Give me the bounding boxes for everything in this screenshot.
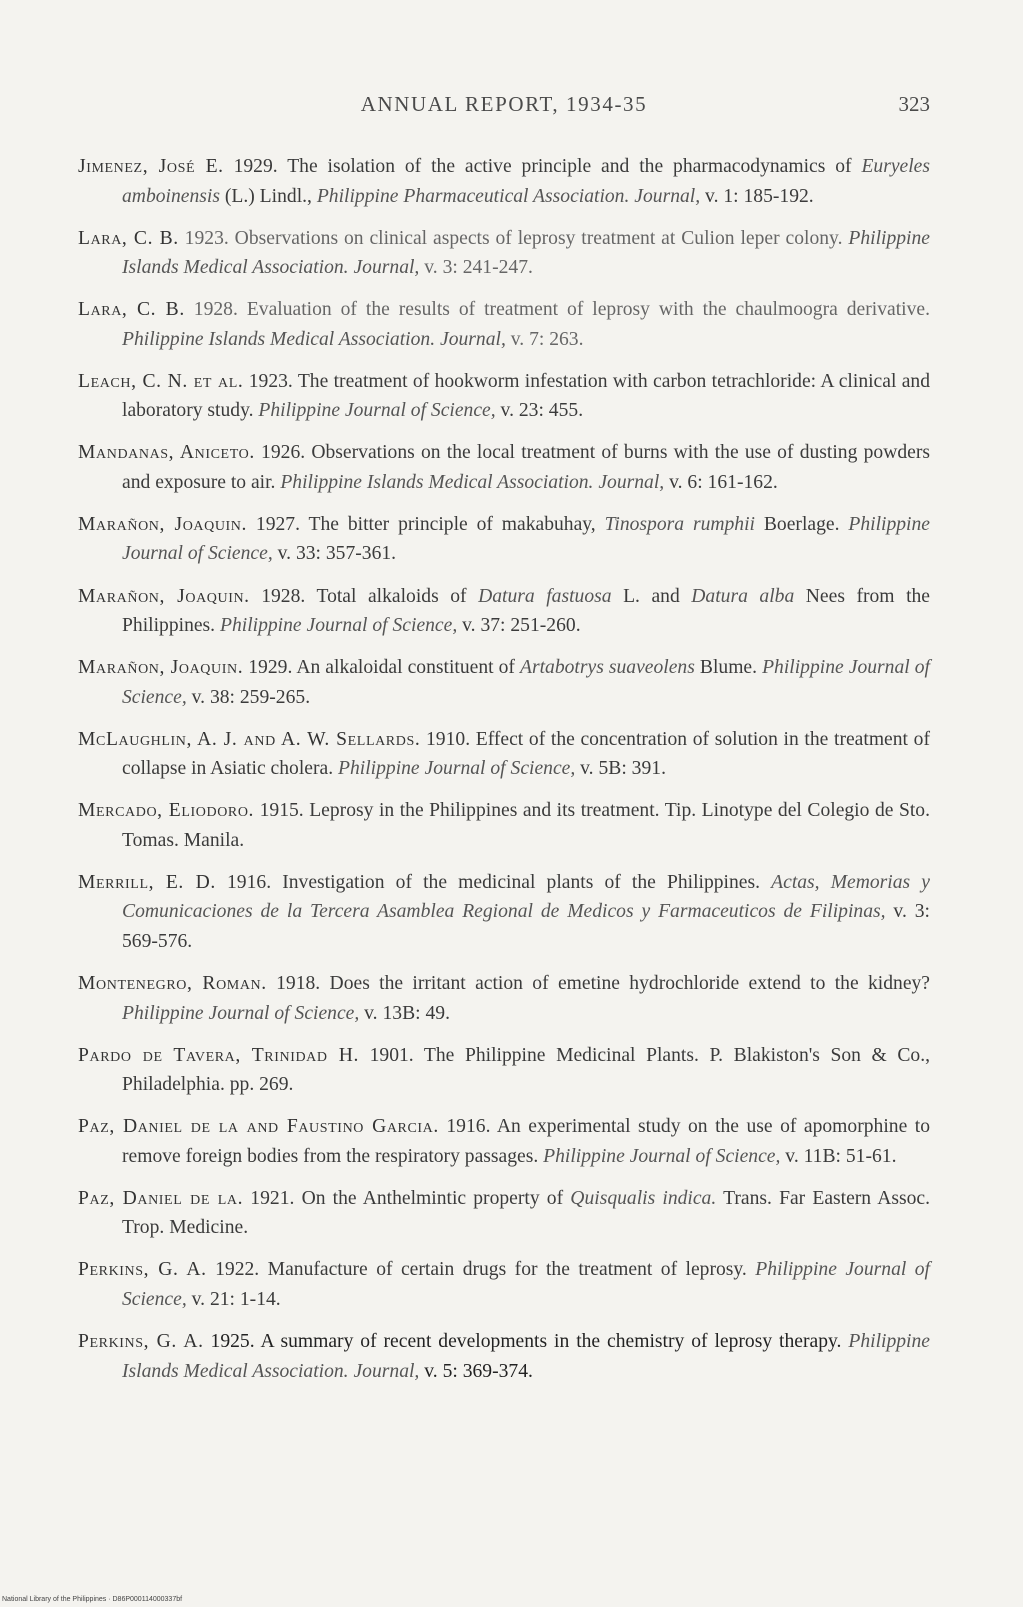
reference-author: Paz, Daniel de la.: [78, 1187, 244, 1209]
reference-entry: [78, 1112, 930, 1171]
reference-year: 1922.: [215, 1259, 260, 1281]
reference-journal: Philippine Journal of Science,: [122, 1259, 930, 1310]
reference-citation: v. 3: 569-576.: [122, 901, 930, 952]
reference-journal: Philippine Journal of Science,: [219, 615, 458, 637]
reference-author: Montenegro, Roman.: [78, 973, 267, 995]
reference-entry: [78, 582, 930, 641]
reference-year: 1929.: [248, 657, 293, 679]
reference-entry: [78, 725, 930, 784]
reference-author: Mandanas, Aniceto.: [78, 442, 255, 464]
reference-author: Marañon, Joaquin.: [78, 657, 244, 679]
reference-entry: [78, 1041, 930, 1100]
reference-citation: v. 38: 259-265.: [186, 686, 311, 708]
reference-year: 1918.: [276, 973, 321, 995]
reference-title: The treatment of hookworm infestation with carbon tetrachloride: A clinical and laboratory study.: [122, 370, 931, 422]
reference-author: Lara, C. B.: [78, 299, 185, 321]
reference-citation: v. 5B: 391.: [575, 758, 666, 780]
page-header: [78, 92, 930, 128]
reference-journal: Philippine Islands Medical Association. Journal,: [122, 328, 506, 350]
species-name: Tinospora rumphii: [604, 513, 755, 535]
reference-title: Manufacture of certain drugs for the treatment of leprosy.: [267, 1259, 756, 1281]
reference-journal: Philippine Journal of Science,: [543, 1145, 781, 1167]
reference-citation: v. 1: 185-192.: [700, 185, 814, 207]
reference-author: Jimenez, José E.: [78, 156, 224, 177]
reference-entry: [78, 438, 930, 497]
species-name: Artabotrys suaveolens: [520, 657, 695, 679]
reference-journal: Philippine Islands Medical Association. Journal,: [122, 227, 930, 279]
reference-year: 1923.: [248, 370, 293, 392]
reference-title: Investigation of the medicinal plants of the Philippines.: [282, 871, 772, 893]
reference-entry: [78, 1327, 930, 1386]
reference-citation: v. 33: 357-361.: [272, 543, 397, 565]
reference-year: 1916.: [227, 871, 272, 893]
reference-year: 1929.: [233, 156, 278, 177]
reference-author: Merrill, E. D.: [78, 871, 216, 893]
reference-journal: Philippine Islands Medical Association. Journal,: [280, 471, 665, 493]
reference-year: 1928.: [261, 585, 306, 607]
reference-list: [78, 152, 930, 1399]
reference-year: 1910.: [426, 728, 471, 750]
reference-citation: v. 23: 455.: [495, 400, 584, 422]
reference-year: 1915.: [259, 800, 304, 822]
reference-author: Marañon, Joaquin.: [78, 513, 248, 535]
reference-title: (L.) Lindl.,: [219, 185, 317, 207]
species-name: Quisqualis indica.: [570, 1187, 717, 1209]
reference-title: The Philippine Medicinal Plants. P. Blakiston's Son & Co., Philadelphia. pp. 269.: [122, 1044, 931, 1096]
reference-title: Blume.: [694, 657, 763, 679]
reference-year: 1921.: [250, 1187, 295, 1209]
reference-title: An alkaloidal constituent of: [296, 657, 520, 679]
reference-title: Leprosy in the Philippines and its treatment. Tip. Linotype del Colegio de Sto. Tomas. Manila.: [122, 800, 930, 851]
reference-author: Paz, Daniel de la and Faustino Garcia.: [78, 1116, 439, 1138]
species-name: Datura fastuosa: [478, 585, 612, 607]
reference-journal: Philippine Journal of Science,: [122, 657, 930, 708]
reference-author: McLaughlin, A. J. and A. W. Sellards.: [78, 728, 421, 750]
reference-author: Lara, C. B.: [78, 227, 179, 249]
reference-entry: [78, 1255, 930, 1314]
reference-entry: [78, 367, 930, 426]
reference-year: 1926.: [261, 442, 306, 464]
reference-journal: Actas, Memorias y Comunicaciones de la Tercera Asamblea Regional de Medicos y Farmaceuticos de Filipinas,: [122, 871, 930, 923]
reference-journal: Philippine Journal of Science,: [122, 513, 930, 565]
reference-title: Observations on clinical aspects of leprosy treatment at Culion leper colony.: [234, 227, 849, 249]
reference-author: Mercado, Eliodoro.: [78, 800, 255, 822]
reference-title: Does the irritant action of emetine hydrochloride extend to the kidney?: [329, 973, 931, 995]
reference-title: A summary of recent developments in the chemistry of leprosy therapy.: [260, 1331, 849, 1352]
reference-year: 1927.: [255, 513, 300, 535]
reference-author: Perkins, G. A.: [78, 1259, 207, 1281]
reference-citation: v. 5: 369-374.: [419, 1360, 533, 1382]
reference-journal: Philippine Islands Medical Association. Journal,: [122, 1331, 930, 1382]
reference-citation: v. 11B: 51-61.: [780, 1145, 897, 1167]
reference-journal: Philippine Pharmaceutical Association. Journal,: [316, 185, 701, 207]
reference-title: Total alkaloids of: [316, 585, 479, 607]
reference-title: The isolation of the active principle and the pharmacodynamics of: [287, 156, 862, 177]
reference-year: 1916.: [446, 1116, 491, 1138]
reference-title: L. and: [611, 585, 692, 607]
reference-citation: v. 21: 1-14.: [186, 1288, 281, 1310]
reference-entry: [78, 295, 930, 354]
reference-author: Leach, C. N. et al.: [78, 370, 244, 392]
reference-year: 1925.: [210, 1331, 255, 1352]
reference-title: An experimental study on the use of apomorphine to remove foreign bodies from the respiratory passages.: [122, 1116, 930, 1167]
reference-entry: [78, 152, 930, 211]
reference-author: Marañon, Joaquin.: [78, 585, 250, 607]
reference-journal: Philippine Journal of Science,: [122, 1002, 360, 1024]
reference-entry: [78, 796, 930, 855]
reference-title: On the Anthelmintic property of: [301, 1187, 571, 1209]
reference-citation: v. 37: 251-260.: [457, 615, 581, 637]
reference-citation: v. 3: 241-247.: [419, 257, 533, 279]
species-name: Datura alba: [691, 585, 795, 607]
reference-entry: [78, 868, 930, 957]
reference-title: Trans. Far Eastern Assoc. Trop. Medicine.: [122, 1187, 930, 1239]
reference-title: Boerlage.: [755, 513, 849, 535]
reference-year: 1901.: [369, 1044, 414, 1066]
reference-entry: [78, 510, 930, 569]
scan-footer: National Library of the Philippines · D86P000114000337bf: [2, 1596, 183, 1603]
reference-entry: [78, 653, 930, 712]
page-number: 323: [898, 92, 930, 116]
reference-title: Evaluation of the results of treatment of leprosy with the chaulmoogra derivative.: [246, 299, 930, 321]
reference-entry: [78, 969, 930, 1028]
reference-title: Nees from the Philippines.: [122, 585, 931, 637]
reference-author: Pardo de Tavera, Trinidad H.: [78, 1044, 360, 1066]
reference-entry: [78, 224, 930, 283]
reference-title: The bitter principle of makabuhay,: [308, 513, 605, 535]
reference-year: 1923.: [184, 227, 229, 249]
reference-title: Observations on the local treatment of burns with the use of dusting powders and exposure to air.: [122, 442, 931, 493]
reference-journal: Philippine Journal of Science,: [338, 758, 576, 780]
reference-year: 1928.: [193, 299, 238, 321]
reference-author: Perkins, G. A.: [78, 1331, 204, 1352]
reference-title: Effect of the concentration of solution in the treatment of collapse in Asiatic cholera.: [122, 728, 930, 780]
reference-citation: v. 6: 161-162.: [664, 471, 778, 493]
reference-citation: v. 13B: 49.: [359, 1002, 450, 1024]
reference-journal: Philippine Journal of Science,: [258, 400, 496, 422]
species-name: Euryeles amboinensis: [122, 156, 930, 207]
running-title: ANNUAL REPORT, 1934-35: [360, 92, 648, 116]
reference-entry: [78, 1184, 930, 1243]
reference-citation: v. 7: 263.: [505, 328, 584, 350]
